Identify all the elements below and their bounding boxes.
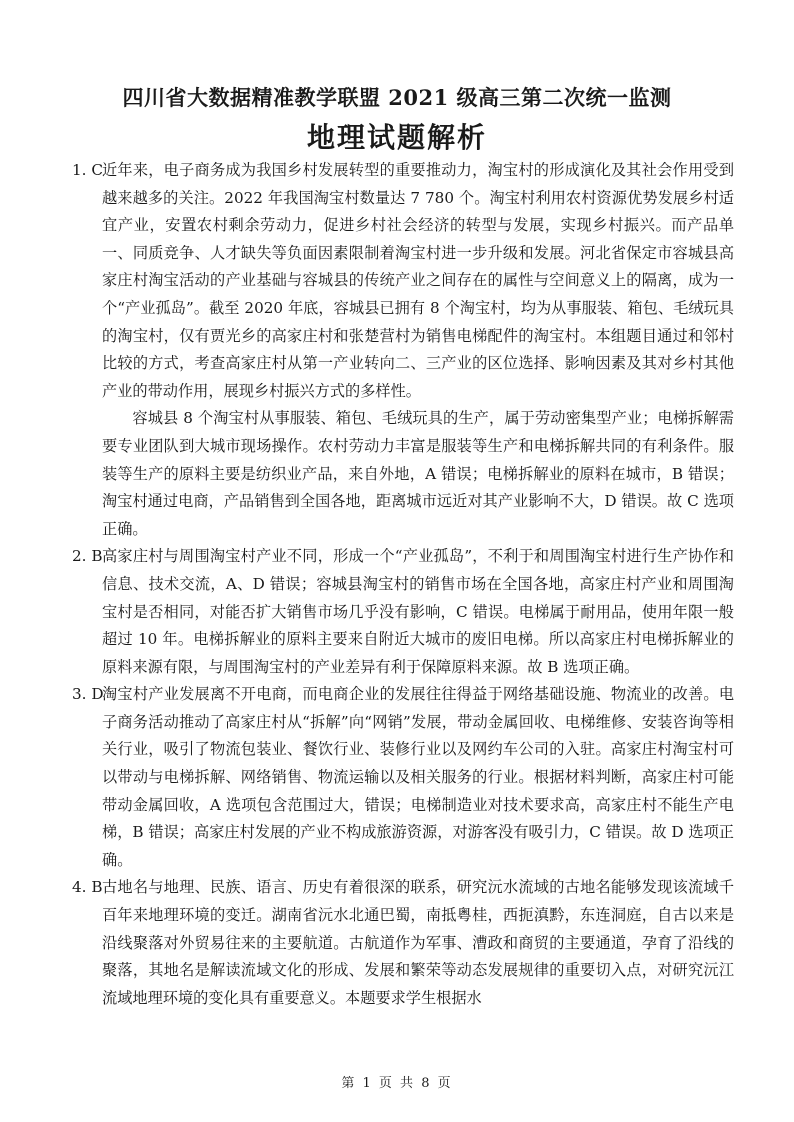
answer-paragraph: 高家庄村与周围淘宝村产业不同，形成一个“产业孤岛”，不利于和周围淘宝村进行生产协作和信息、技术交流，A、D 错误；容城县淘宝村的销售市场在全国各地，高家庄村产业和周围淘宝村是否相同，对能否扩大销售市场几乎没有影响，C 错误。电梯属于耐用品，使用年限一般超过 10 年。电梯拆解业的原料主要来自附近大城市的废旧电梯。所以高家庄村电梯拆解业的原料来源有限，与周围淘宝村的产业差异有利于保障原料来源。故 B 选项正确。 (102, 547, 734, 676)
document-subtitle: 地理试题解析 (306, 121, 487, 154)
answer-item-2 (74, 543, 734, 681)
answer-number: 4. B (72, 878, 103, 897)
answer-body (74, 157, 734, 1012)
answer-number: 2. B (72, 547, 103, 566)
answer-paragraph: 近年来，电子商务成为我国乡村发展转型的重要推动力，淘宝村的形成演化及其社会作用受到越来越多的关注。2022 年我国淘宝村数量达 7 780 个。淘宝村利用农村资源优势发展乡村适宜产业，安置农村剩余劳动力，促进乡村社会经济的转型与发展，实现乡村振兴。而产品单一、同质竞争、人才缺失等负面因素限制着淘宝村进一步升级和发展。河北省保定市容城县高家庄村淘宝活动的产业基础与容城县的传统产业之间存在的属性与空间意义上的隔离，成为一个“产业孤岛”。截至 2020 年底，容城县已拥有 8 个淘宝村，均为从事服装、箱包、毛绒玩具的淘宝村，仅有贾光乡的高家庄村和张楚营村为销售电梯配件的淘宝村。本组题目通过和邻村比较的方式，考查高家庄村从第一产业转向二、三产业的区位选择、影响因素及其对乡村其他产业的带动作用，展现乡村振兴方式的多样性。 (102, 161, 734, 400)
page-footer: 第 1 页 共 8 页 (341, 1076, 453, 1091)
answer-number: 1. C (72, 161, 103, 179)
document-title: 四川省大数据精准教学联盟 2021 级高三第二次统一监测 (122, 85, 672, 110)
answer-paragraph: 古地名与地理、民族、语言、历史有着很深的联系，研究沅水流域的古地名能够发现该流域千百年来地理环境的变迁。湖南省沅水北通巴蜀，南抵粤桂，西扼滇黔，东连洞庭，自古以来是沿线聚落对外贸易往来的主要航道。古航道作为军事、漕政和商贸的主要通道，孕育了沿线的聚落，其地名是解读流域文化的形成、发展和繁荣等动态发展规律的重要切入点，对研究沅江流域地理环境的变化具有重要意义。本题要求学生根据水 (102, 878, 734, 1007)
answer-item-3 (74, 681, 734, 874)
answer-item-4 (74, 874, 734, 1012)
answer-item-1 (74, 157, 734, 543)
answer-paragraph: 容城县 8 个淘宝村从事服装、箱包、毛绒玩具的生产，属于劳动密集型产业；电梯拆解需要专业团队到大城市现场操作。农村劳动力丰富是服装等生产和电梯拆解共同的有利条件。服装等生产的原料主要是纺织业产品，来自外地，A 错误；电梯拆解业的原料在城市，B 错误；淘宝村通过电商，产品销售到全国各地，距离城市远近对其产业影响不大，D 错误。故 C 选项正确。 (102, 409, 734, 538)
answer-paragraph: 淘宝村产业发展离不开电商，而电商企业的发展往往得益于网络基础设施、物流业的改善。电子商务活动推动了高家庄村从“拆解”向“网销”发展，带动金属回收、电梯维修、安装咨询等相关行业，吸引了物流包装业、餐饮行业、装修行业以及网约车公司的入驻。高家庄村淘宝村可以带动与电梯拆解、网络销售、物流运输以及相关服务的行业。根据材料判断，高家庄村可能带动金属回收，A 选项包含范围过大，错误；电梯制造业对技术要求高，高家庄村不能生产电梯，B 错误；高家庄村发展的产业不构成旅游资源，对游客没有吸引力，C 错误。故 D 选项正确。 (102, 685, 734, 869)
answer-number: 3. D (72, 685, 104, 704)
